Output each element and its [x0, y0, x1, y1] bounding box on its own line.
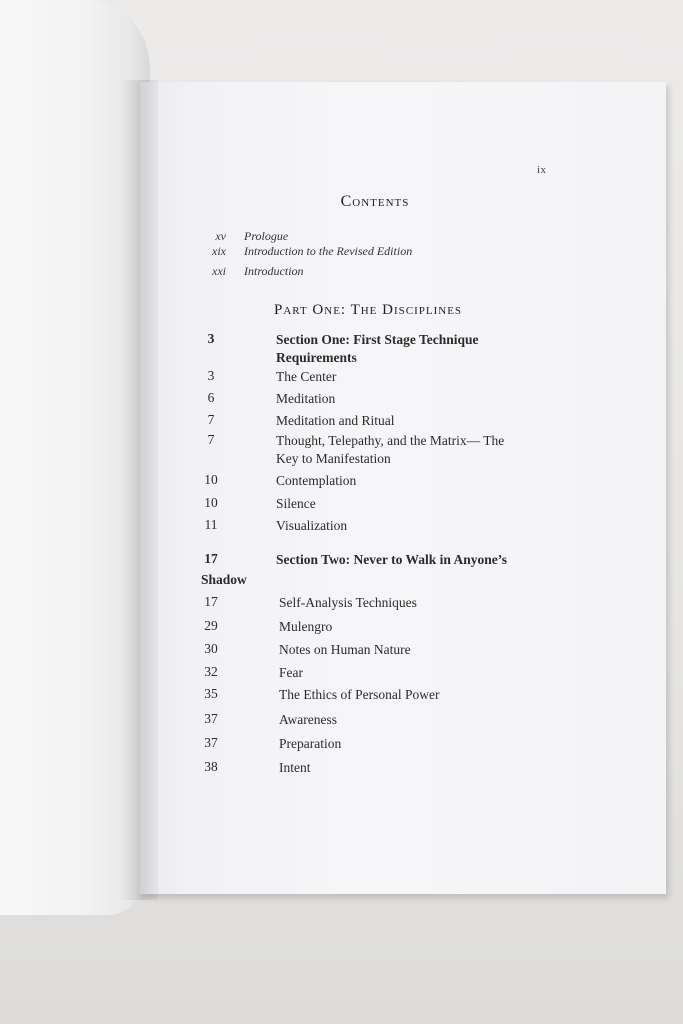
toc-entry-label: Thought, Telepathy, and the Matrix— The Key to Manifestation	[276, 433, 505, 466]
toc-page-number: 11	[204, 517, 218, 532]
toc-entry-label: Self-Analysis Techniques	[279, 595, 417, 610]
toc-entry-label: The Center	[276, 369, 337, 384]
toc-entry-label-continued: Shadow	[201, 572, 247, 587]
toc-page-number: 7	[207, 412, 215, 427]
toc-entry-label: Introduction	[244, 264, 304, 278]
toc-page-number: 35	[204, 686, 218, 701]
toc-entry-label: Notes on Human Nature	[279, 642, 411, 657]
toc-page-number: 3	[207, 331, 215, 346]
toc-page-number: 6	[207, 390, 215, 405]
toc-entry-label: Meditation and Ritual	[276, 413, 395, 428]
toc-entry-label: Section One: First Stage Technique Requirements	[276, 332, 479, 365]
toc-entry-label: Section Two: Never to Walk in Anyone’s	[276, 552, 508, 567]
page-number: ix	[537, 164, 547, 176]
toc-entry-label: Preparation	[279, 736, 342, 751]
toc-page-number: xv	[215, 229, 226, 243]
toc-entry-label: The Ethics of Personal Power	[279, 687, 440, 702]
toc-entry-label: Awareness	[279, 712, 337, 727]
toc-page-number: 37	[204, 735, 218, 750]
gutter-shadow	[118, 80, 158, 900]
toc-entry-label: Intent	[279, 760, 311, 775]
toc-page-number: xxi	[212, 264, 226, 278]
toc-page-number: 30	[204, 641, 218, 656]
part-heading: Part One: The Disciplines	[274, 302, 463, 318]
toc-entry-label: Meditation	[276, 391, 336, 406]
toc-page-number: 32	[204, 664, 218, 679]
toc-entry-label: Silence	[276, 496, 316, 511]
toc-entry-label: Visualization	[276, 518, 348, 533]
toc-page-number: 29	[204, 618, 218, 633]
toc-page-number: 17	[204, 551, 218, 566]
toc-page-number: 7	[207, 432, 215, 447]
toc-page-number: 10	[204, 472, 218, 487]
toc-page-number: 38	[204, 759, 218, 774]
toc-entry-label: Prologue	[244, 229, 289, 243]
toc-entry-label: Introduction to the Revised Edition	[244, 244, 413, 258]
toc-entry-label: Fear	[279, 665, 303, 680]
toc-page-number: 17	[204, 594, 218, 609]
toc-page-number: 37	[204, 711, 218, 726]
toc-entry-label: Mulengro	[279, 619, 333, 634]
toc-entry-label: Contemplation	[276, 473, 357, 488]
page-title: Contents	[340, 193, 410, 210]
toc-page-number: xix	[212, 244, 226, 258]
toc-page-number: 3	[207, 368, 215, 383]
toc-page-number: 10	[204, 495, 218, 510]
